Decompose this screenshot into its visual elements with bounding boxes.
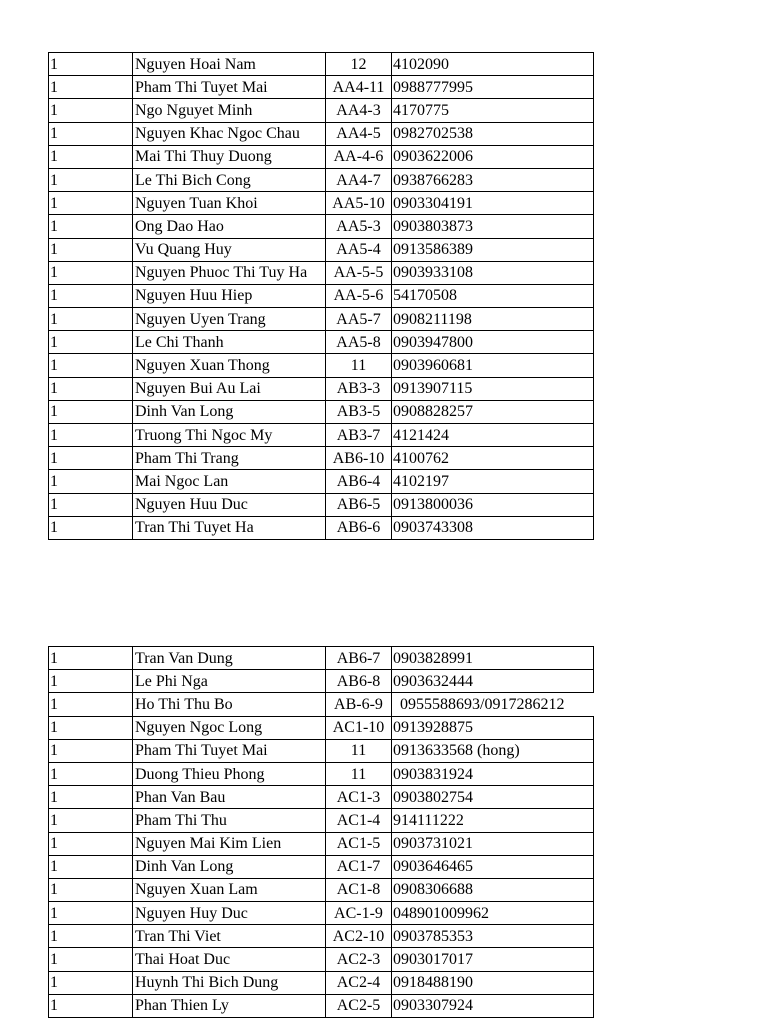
unit-code-cell: AC-1-9 [326,902,392,925]
phone-cell: 0903802754 [392,786,594,809]
table-row [49,261,594,284]
unit-code-cell: AA-5-6 [326,284,392,307]
row-number-cell: 1 [49,809,133,832]
name-cell: Nguyen Ngoc Long [133,716,326,739]
row-number-cell: 1 [49,902,133,925]
phone-cell: 0908306688 [392,878,594,901]
row-number-cell: 1 [49,192,133,215]
table-row [49,670,594,693]
unit-code-cell: AC1-5 [326,832,392,855]
name-cell: Nguyen Khac Ngoc Chau [133,122,326,145]
unit-code-cell: AA4-3 [326,99,392,122]
table-row [49,493,594,516]
phone-cell: 0982702538 [392,122,594,145]
name-cell: Mai Ngoc Lan [133,470,326,493]
unit-code-cell: 11 [326,762,392,785]
phone-cell: 0903831924 [392,762,594,785]
unit-code-cell: AC1-10 [326,716,392,739]
table-row [49,284,594,307]
unit-code-cell: AC1-8 [326,878,392,901]
unit-code-cell: AA4-11 [326,76,392,99]
unit-code-cell: AA4-5 [326,122,392,145]
row-number-cell: 1 [49,238,133,261]
unit-code-cell: AA5-8 [326,331,392,354]
unit-code-cell: AB-6-9 [326,693,392,716]
phone-cell: 0903646465 [392,855,594,878]
unit-code-cell: AB6-5 [326,493,392,516]
table-row [49,739,594,762]
phone-cell: 0903304191 [392,192,594,215]
phone-cell: 0903803873 [392,215,594,238]
unit-code-cell: AA4-7 [326,168,392,191]
unit-code-cell: AC2-4 [326,971,392,994]
row-number-cell: 1 [49,99,133,122]
table-row [49,762,594,785]
name-cell: Vu Quang Huy [133,238,326,261]
unit-code-cell: AA5-4 [326,238,392,261]
name-cell: Huynh Thi Bich Dung [133,971,326,994]
phone-cell: 0903743308 [392,516,594,539]
table-row [49,99,594,122]
row-number-cell: 1 [49,647,133,670]
unit-code-cell: AB6-8 [326,670,392,693]
unit-code-cell: AC2-5 [326,994,392,1017]
row-number-cell: 1 [49,925,133,948]
name-cell: Phan Thien Ly [133,994,326,1017]
phone-cell: 4121424 [392,424,594,447]
phone-cell: 0903731021 [392,832,594,855]
phone-cell: 0913800036 [392,493,594,516]
unit-code-cell: AB6-6 [326,516,392,539]
row-number-cell: 1 [49,122,133,145]
unit-code-cell: AA5-3 [326,215,392,238]
phone-cell: 0903960681 [392,354,594,377]
name-cell: Tran Thi Viet [133,925,326,948]
row-number-cell: 1 [49,493,133,516]
table-row [49,855,594,878]
row-number-cell: 1 [49,994,133,1017]
row-number-cell: 1 [49,53,133,76]
name-cell: Nguyen Xuan Thong [133,354,326,377]
row-number-cell: 1 [49,377,133,400]
table-row [49,331,594,354]
name-cell: Thai Hoat Duc [133,948,326,971]
row-number-cell: 1 [49,762,133,785]
row-number-cell: 1 [49,832,133,855]
phone-cell: 0938766283 [392,168,594,191]
name-cell: Nguyen Huy Duc [133,902,326,925]
row-number-cell: 1 [49,261,133,284]
contact-table-2 [48,646,594,1018]
table-body [49,647,594,1018]
phone-cell: 0908828257 [392,400,594,423]
table-row [49,400,594,423]
table-row [49,354,594,377]
name-cell: Nguyen Mai Kim Lien [133,832,326,855]
table-row [49,122,594,145]
unit-code-cell: AB3-7 [326,424,392,447]
table-row [49,902,594,925]
phone-cell: 048901009962 [392,902,594,925]
phone-cell: 0903933108 [392,261,594,284]
table-row [49,308,594,331]
row-number-cell: 1 [49,693,133,716]
unit-code-cell: AB6-4 [326,470,392,493]
table-row [49,377,594,400]
name-cell: Mai Thi Thuy Duong [133,145,326,168]
unit-code-cell: AB3-3 [326,377,392,400]
name-cell: Ho Thi Thu Bo [133,693,326,716]
row-number-cell: 1 [49,855,133,878]
name-cell: Dinh Van Long [133,855,326,878]
table-row [49,192,594,215]
name-cell: Pham Thi Tuyet Mai [133,739,326,762]
phone-cell: 4170775 [392,99,594,122]
unit-code-cell: 11 [326,354,392,377]
table-row [49,971,594,994]
table-row [49,470,594,493]
table-row [49,693,594,716]
unit-code-cell: AB6-10 [326,447,392,470]
name-cell: Le Phi Nga [133,670,326,693]
table-row [49,76,594,99]
name-cell: Duong Thieu Phong [133,762,326,785]
row-number-cell: 1 [49,215,133,238]
unit-code-cell: AC1-4 [326,809,392,832]
phone-cell: 0908211198 [392,308,594,331]
table-body [49,53,594,540]
row-number-cell: 1 [49,971,133,994]
name-cell: Le Chi Thanh [133,331,326,354]
unit-code-cell: AC1-3 [326,786,392,809]
table-row [49,238,594,261]
unit-code-cell: AA5-7 [326,308,392,331]
row-number-cell: 1 [49,331,133,354]
table-row [49,647,594,670]
phone-cell: 4102090 [392,53,594,76]
row-number-cell: 1 [49,516,133,539]
table-row [49,145,594,168]
name-cell: Nguyen Uyen Trang [133,308,326,331]
phone-cell: 0903017017 [392,948,594,971]
name-cell: Nguyen Bui Au Lai [133,377,326,400]
table-row [49,716,594,739]
table-row [49,925,594,948]
phone-cell: 54170508 [392,284,594,307]
table-row [49,168,594,191]
row-number-cell: 1 [49,716,133,739]
phone-cell: 0955588693/0917286212 [392,693,594,716]
table-row [49,447,594,470]
name-cell: Ngo Nguyet Minh [133,99,326,122]
table-row [49,516,594,539]
name-cell: Nguyen Huu Hiep [133,284,326,307]
phone-cell: 0913586389 [392,238,594,261]
table-row [49,215,594,238]
name-cell: Nguyen Hoai Nam [133,53,326,76]
row-number-cell: 1 [49,670,133,693]
row-number-cell: 1 [49,354,133,377]
unit-code-cell: AC1-7 [326,855,392,878]
phone-cell: 0903828991 [392,647,594,670]
unit-code-cell: 11 [326,739,392,762]
table-row [49,809,594,832]
phone-cell: 0918488190 [392,971,594,994]
row-number-cell: 1 [49,878,133,901]
table-row [49,424,594,447]
table-row [49,786,594,809]
row-number-cell: 1 [49,284,133,307]
phone-cell: 0913633568 (hong) [392,739,594,762]
phone-cell: 4100762 [392,447,594,470]
row-number-cell: 1 [49,168,133,191]
table-row [49,994,594,1017]
row-number-cell: 1 [49,400,133,423]
table-row [49,948,594,971]
name-cell: Nguyen Tuan Khoi [133,192,326,215]
name-cell: Dinh Van Long [133,400,326,423]
phone-cell: 4102197 [392,470,594,493]
unit-code-cell: AB6-7 [326,647,392,670]
phone-cell: 914111222 [392,809,594,832]
name-cell: Truong Thi Ngoc My [133,424,326,447]
name-cell: Pham Thi Trang [133,447,326,470]
unit-code-cell: AA5-10 [326,192,392,215]
name-cell: Phan Van Bau [133,786,326,809]
unit-code-cell: AC2-10 [326,925,392,948]
name-cell: Pham Thi Tuyet Mai [133,76,326,99]
row-number-cell: 1 [49,308,133,331]
name-cell: Tran Van Dung [133,647,326,670]
row-number-cell: 1 [49,470,133,493]
phone-cell: 0913907115 [392,377,594,400]
row-number-cell: 1 [49,424,133,447]
row-number-cell: 1 [49,786,133,809]
table-row [49,53,594,76]
table-row [49,878,594,901]
name-cell: Tran Thi Tuyet Ha [133,516,326,539]
name-cell: Pham Thi Thu [133,809,326,832]
phone-cell: 0903307924 [392,994,594,1017]
table-row [49,832,594,855]
phone-cell: 0903947800 [392,331,594,354]
row-number-cell: 1 [49,76,133,99]
phone-cell: 0903785353 [392,925,594,948]
phone-cell: 0988777995 [392,76,594,99]
name-cell: Le Thi Bich Cong [133,168,326,191]
row-number-cell: 1 [49,145,133,168]
phone-cell: 0903632444 [392,670,594,693]
phone-cell: 0913928875 [392,716,594,739]
contact-table-1 [48,52,594,540]
phone-cell: 0903622006 [392,145,594,168]
row-number-cell: 1 [49,739,133,762]
name-cell: Nguyen Phuoc Thi Tuy Ha [133,261,326,284]
row-number-cell: 1 [49,447,133,470]
name-cell: Ong Dao Hao [133,215,326,238]
unit-code-cell: AB3-5 [326,400,392,423]
unit-code-cell: AC2-3 [326,948,392,971]
unit-code-cell: 12 [326,53,392,76]
unit-code-cell: AA-5-5 [326,261,392,284]
name-cell: Nguyen Huu Duc [133,493,326,516]
row-number-cell: 1 [49,948,133,971]
unit-code-cell: AA-4-6 [326,145,392,168]
name-cell: Nguyen Xuan Lam [133,878,326,901]
